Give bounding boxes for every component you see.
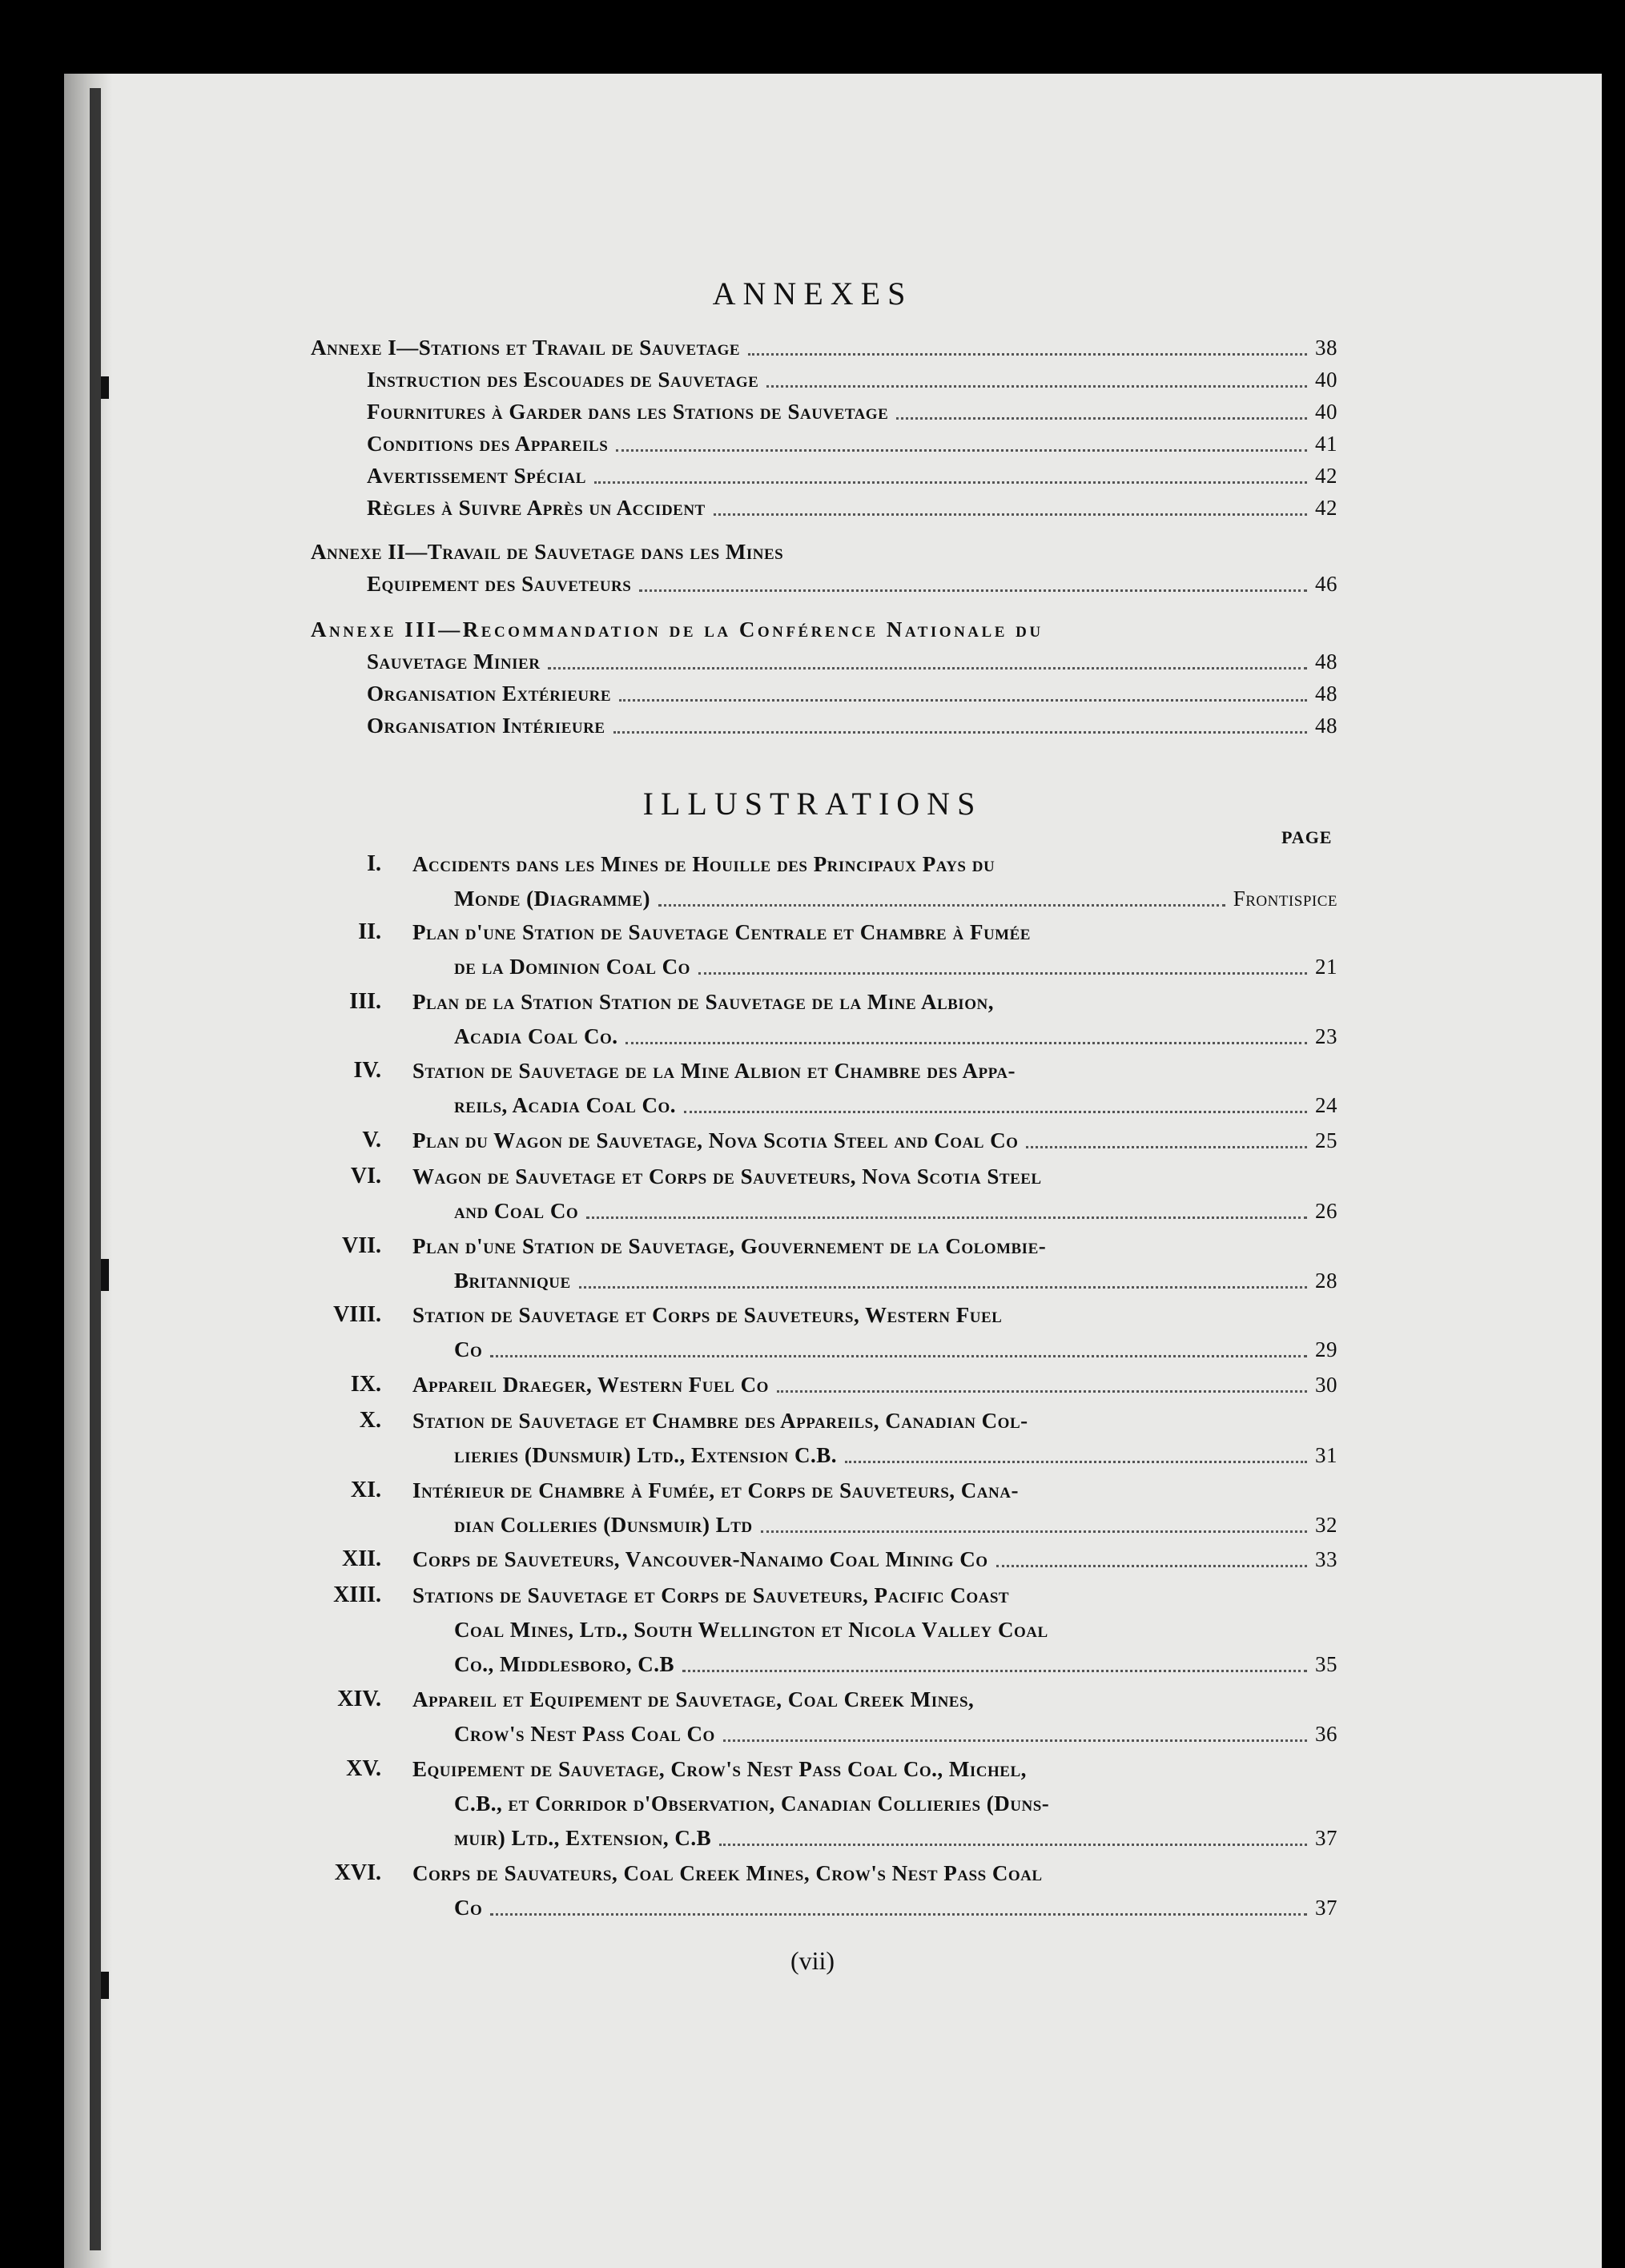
illustration-entry-line: C.B., et Corridor d'Observation, Canadian Collieries (Duns- xyxy=(454,1791,1050,1816)
illustration-page: 23 xyxy=(1315,1024,1337,1048)
illustration-page: 37 xyxy=(1315,1896,1337,1920)
toc-entry: Sauvetage Minier 48 xyxy=(367,649,1337,674)
illustration-page: 31 xyxy=(1315,1443,1337,1467)
toc-entry: Organisation Intérieure 48 xyxy=(367,714,1337,738)
illustration-entry-line: Intérieur de Chambre à Fumée, et Corps de Sauveteurs, Cana- xyxy=(412,1478,1019,1502)
illustration-entry-line: Station de Sauvetage et Corps de Sauveteurs, Western Fuel xyxy=(412,1303,1003,1327)
toc-entry: Avertissement Spécial 42 xyxy=(367,464,1337,488)
illustration-entry-line: Co 29 xyxy=(454,1334,1337,1365)
illustration-entry-line: Co., Middlesboro, C.B 35 xyxy=(454,1649,1337,1679)
illustration-number: XVI. xyxy=(334,1860,381,1885)
illustration-number: III. xyxy=(349,989,381,1014)
toc-entry: Annexe I—Stations et Travail de Sauvetage 38 xyxy=(311,336,1337,360)
toc-entry: Annexe III—Recommandation de la Conférence Nationale du xyxy=(311,617,1044,641)
illustration-number: II. xyxy=(358,919,381,944)
illustration-entry-line: Britannique 28 xyxy=(454,1265,1337,1296)
toc-entry: Instruction des Escouades de Sauvetage 40 xyxy=(367,368,1337,392)
illustration-entry-line: Equipement de Sauvetage, Crow's Nest Pass Coal Co., Michel, xyxy=(412,1757,1027,1781)
page-number: (vii) xyxy=(790,1946,835,1975)
illustration-entry-line: Station de Sauvetage et Chambre des Appareils, Canadian Col- xyxy=(412,1409,1028,1433)
illustration-entry-line: Corps de Sauveteurs, Vancouver-Nanaimo Coal Mining Co 33 xyxy=(412,1544,1337,1574)
illustration-number: XI. xyxy=(350,1478,381,1502)
illustration-page: 24 xyxy=(1315,1093,1337,1117)
illustration-entry-line: and Coal Co 26 xyxy=(454,1196,1337,1226)
illustration-page: 26 xyxy=(1315,1199,1337,1223)
annexes-title: ANNEXES xyxy=(712,275,913,312)
illustration-number: IV. xyxy=(353,1058,381,1083)
illustration-entry-line: Station de Sauvetage de la Mine Albion et Chambre des Appa- xyxy=(412,1059,1016,1083)
illustration-page: Frontispice xyxy=(1233,887,1337,911)
illustration-entry-line: muir) Ltd., Extension, C.B 37 xyxy=(454,1823,1337,1853)
toc-entry: Fournitures à Garder dans les Stations de Sauvetage 40 xyxy=(367,400,1337,424)
toc-entry: Conditions des Appareils 41 xyxy=(367,432,1337,456)
illustration-number: V. xyxy=(362,1128,381,1152)
illustration-number: XIII. xyxy=(333,1582,381,1607)
toc-entry: Annexe II—Travail de Sauvetage dans les Mines xyxy=(311,540,784,564)
illustration-entry-line: de la Dominion Coal Co 21 xyxy=(454,951,1337,982)
illustration-page: 33 xyxy=(1315,1547,1337,1571)
illustration-page: 32 xyxy=(1315,1513,1337,1537)
margin-mark xyxy=(101,376,109,399)
illustration-page: 37 xyxy=(1315,1826,1337,1850)
illustration-entry-line: Plan d'une Station de Sauvetage, Gouvernement de la Colombie- xyxy=(412,1234,1047,1258)
illustration-page: 21 xyxy=(1315,955,1337,979)
illustration-number: VI. xyxy=(350,1164,381,1188)
illustration-page: 28 xyxy=(1315,1269,1337,1293)
page-binding-shadow xyxy=(64,74,112,2268)
illustration-entry-line: Acadia Coal Co. 23 xyxy=(454,1021,1337,1052)
illustration-number: IX. xyxy=(350,1372,381,1397)
margin-mark xyxy=(101,1259,109,1291)
page-binding-edge xyxy=(90,88,101,2250)
margin-mark xyxy=(101,1972,109,1999)
illustration-entry-line: Co 37 xyxy=(454,1892,1337,1923)
illustration-number: X. xyxy=(359,1408,381,1433)
toc-entry: Organisation Extérieure 48 xyxy=(367,682,1337,706)
illustration-entry-line: Plan d'une Station de Sauvetage Centrale et Chambre à Fumée xyxy=(412,920,1031,944)
toc-entry: Equipement des Sauveteurs 46 xyxy=(367,572,1337,596)
illustration-number: XII. xyxy=(341,1546,381,1571)
illustration-page: 36 xyxy=(1315,1722,1337,1746)
illustration-entry-line: lieries (Dunsmuir) Ltd., Extension C.B. 31 xyxy=(454,1440,1337,1470)
illustration-entry-line: Plan de la Station Station de Sauvetage de la Mine Albion, xyxy=(412,990,994,1014)
illustration-entry-line: Corps de Sauvateurs, Coal Creek Mines, Crow's Nest Pass Coal xyxy=(412,1861,1043,1885)
illustration-page: 35 xyxy=(1315,1652,1337,1676)
illustration-page: 25 xyxy=(1315,1128,1337,1152)
illustration-entry-line: Monde (Diagramme) Frontispice xyxy=(454,883,1337,914)
illustration-entry-line: Plan du Wagon de Sauvetage, Nova Scotia Steel and Coal Co 25 xyxy=(412,1125,1337,1156)
illustration-entry-line: reils, Acadia Coal Co. 24 xyxy=(454,1090,1337,1120)
illustration-entry-line: Accidents dans les Mines de Houille des Principaux Pays du xyxy=(412,852,996,876)
illustration-entry-line: Stations de Sauvetage et Corps de Sauveteurs, Pacific Coast xyxy=(412,1583,1010,1607)
illustration-number: VIII. xyxy=(333,1302,381,1327)
illustration-entry-line: Appareil Draeger, Western Fuel Co 30 xyxy=(412,1369,1337,1400)
illustration-page: 30 xyxy=(1315,1373,1337,1397)
page-column-label: PAGE xyxy=(1281,827,1333,847)
illustration-number: VII. xyxy=(341,1233,381,1258)
illustration-entry-line: Coal Mines, Ltd., South Wellington et Nicola Valley Coal xyxy=(454,1618,1048,1642)
illustration-entry-line: Appareil et Equipement de Sauvetage, Coal Creek Mines, xyxy=(412,1687,975,1711)
illustration-page: 29 xyxy=(1315,1337,1337,1361)
illustration-entry-line: Wagon de Sauvetage et Corps de Sauveteurs, Nova Scotia Steel xyxy=(412,1164,1042,1188)
illustration-number: XV. xyxy=(346,1756,381,1781)
illustration-number: I. xyxy=(367,851,381,876)
illustration-number: XIV. xyxy=(337,1687,381,1711)
illustrations-title: ILLUSTRATIONS xyxy=(642,786,983,822)
illustration-entry-line: dian Colleries (Dunsmuir) Ltd 32 xyxy=(454,1510,1337,1540)
illustration-entry-line: Crow's Nest Pass Coal Co 36 xyxy=(454,1719,1337,1749)
toc-entry: Règles à Suivre Après un Accident 42 xyxy=(367,496,1337,520)
